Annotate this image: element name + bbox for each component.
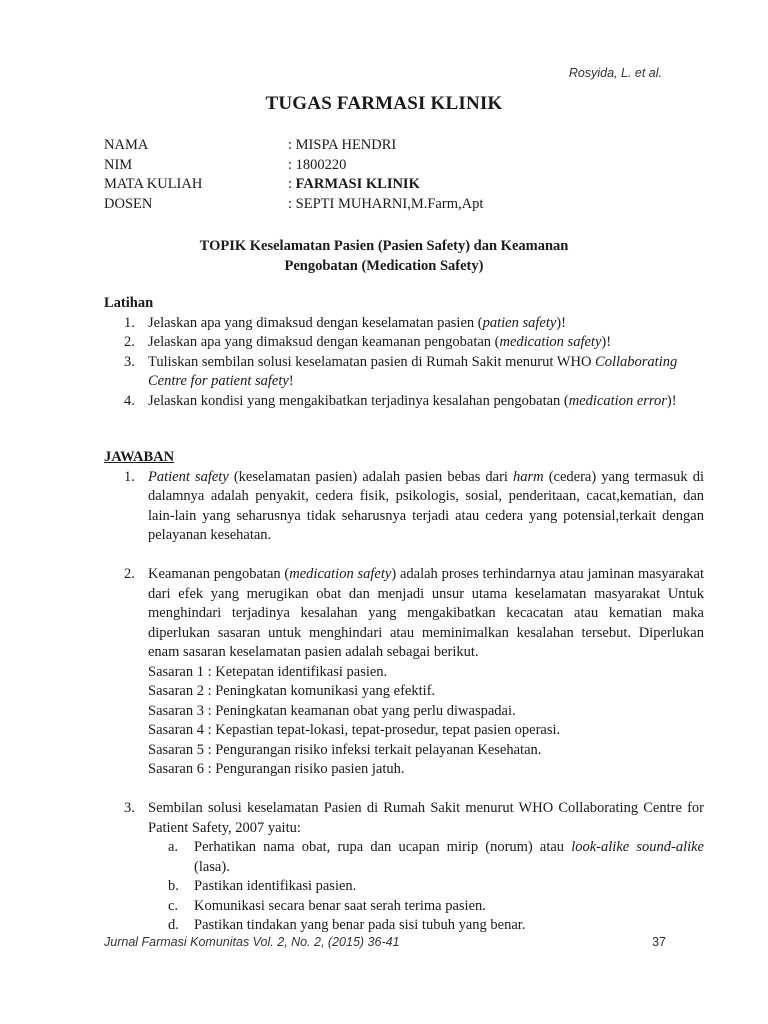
info-value: : FARMASI KLINIK <box>288 176 420 192</box>
list-item <box>104 565 704 780</box>
student-info <box>104 136 483 214</box>
list-item <box>148 916 704 936</box>
jawaban-list <box>104 468 704 546</box>
list-item <box>104 353 704 392</box>
item-number: 2. <box>124 566 135 582</box>
sasaran-line: Sasaran 2 : Peningkatan komunikasi yang efektif. <box>148 683 436 699</box>
item-text: Jelaskan apa yang dimaksud dengan keamanan pengobatan (medication safety)! <box>148 334 612 350</box>
sasaran-line: Sasaran 5 : Pengurangan risiko infeksi terkait pelayanan Kesehatan. <box>148 741 542 758</box>
spacer <box>104 546 704 566</box>
info-label: DOSEN <box>104 195 153 212</box>
info-row-dosen <box>104 195 483 215</box>
list-item <box>104 333 704 353</box>
running-head: Rosyida, L. et al. <box>568 66 662 80</box>
item-text: Jelaskan apa yang dimaksud dengan keselamatan pasien (patien safety)! <box>148 314 566 331</box>
info-label: MATA KULIAH <box>104 176 203 192</box>
item-number: 1. <box>124 468 135 485</box>
item-letter: d. <box>168 917 179 933</box>
list-item <box>148 838 704 877</box>
item-number: 3. <box>124 800 135 816</box>
topic-line-1: TOPIK Keselamatan Pasien (Pasien Safety) dan Keamanan <box>199 238 569 254</box>
jawaban-list <box>104 799 704 936</box>
page-number: 37 <box>652 935 666 949</box>
item-number: 3. <box>124 353 135 370</box>
item-number: 2. <box>124 334 135 350</box>
answer-3-text: Sembilan solusi keselamatan Pasien di Rumah Sakit menurut WHO Collaborating Centre for Patient Safety, 2007 yaitu: a. Perhatikan nama obat, rupa dan ucapan mirip (norum) atau look-alike sound-alike (lasa). b. Pastikan identifikasi pasien. c. Komunikasi secara benar saat serah terima pasien. d. Pastikan tindakan yang benar pada sisi tubuh yang benar. <box>148 799 704 936</box>
item-text: Komunikasi secara benar saat serah terima pasien. <box>194 897 486 914</box>
jawaban-list <box>104 565 704 780</box>
info-label: NIM <box>104 156 133 173</box>
page-title: TUGAS FARMASI KLINIK <box>265 93 503 114</box>
spacer <box>104 780 704 800</box>
sasaran-line: Sasaran 3 : Peningkatan keamanan obat yang perlu diwaspadai. <box>148 702 516 719</box>
topic-line-2: Pengobatan (Medication Safety) <box>284 258 484 274</box>
item-text: Pastikan tindakan yang benar pada sisi tubuh yang benar. <box>194 917 526 933</box>
answer-1-text: Patient safety (keselamatan pasien) adalah pasien bebas dari harm (cedera) yang termasuk di dalamnya adalah penyakit, cedera fisik, psikologis, sosial, penderitaan, cacat,kematian, dan lain-lain yang seharusnya tidak seharusnya terjadi atau cedera yang potensial,terkait dengan pelayanan kesehatan. <box>148 468 704 543</box>
info-value: : SEPTI MUHARNI,M.Farm,Apt <box>288 195 484 212</box>
list-item <box>104 314 704 334</box>
item-text: Perhatikan nama obat, rupa dan ucapan mirip (norum) atau look-alike sound-alike (lasa). <box>194 839 704 875</box>
topic-heading <box>0 236 768 276</box>
answer-2-text: Keamanan pengobatan (medication safety) adalah proses terhindarnya atau jaminan masyarakat dari efek yang merugikan obat dan menjadi unsur utama keselamatan masyarakat Untuk menghindari terjadinya kesalahan yang mengakibatkan kecacatan atau kematian maka diperlukan sasaran untuk menghindari atau meminimalkan kesalahan tersebut. Diperlukan enam sasaran keselamatan pasien adalah sebagai berikut. Sasaran 1 : Ketepatan identifikasi pasien. Sasaran 2 : Peningkatan komunikasi yang efektif. Sasaran 3 : Peningkatan keamanan obat yang perlu diwaspadai. Sasaran 4 : Kepastian tepat-lokasi, tepat-prosedur, tepat pasien operasi. Sasaran 5 : Pengurangan risiko infeksi terkait pelayanan Kesehatan. Sasaran 6 : Pengurangan risiko pasien jatuh. <box>148 565 704 780</box>
course-name: FARMASI KLINIK <box>295 176 420 192</box>
info-row-nim <box>104 156 483 176</box>
item-number: 4. <box>124 392 135 409</box>
sasaran-line: Sasaran 6 : Pengurangan risiko pasien jatuh. <box>148 761 405 777</box>
journal-footer: Jurnal Farmasi Komunitas Vol. 2, No. 2, (2015) 36-41 <box>104 935 400 949</box>
list-item <box>148 877 704 897</box>
list-item <box>148 897 704 917</box>
item-number: 1. <box>124 314 135 331</box>
sasaran-line: Sasaran 4 : Kepastian tepat-lokasi, tepat-prosedur, tepat pasien operasi. <box>148 722 561 738</box>
latihan-heading: Latihan <box>104 295 154 311</box>
list-item <box>104 468 704 546</box>
jawaban-section <box>104 448 704 936</box>
list-item <box>104 799 704 936</box>
jawaban-heading: JAWABAN <box>104 449 175 465</box>
item-text: Jelaskan kondisi yang mengakibatkan terjadinya kesalahan pengobatan (medication error)! <box>148 392 677 409</box>
solution-list <box>148 838 704 936</box>
info-value: : 1800220 <box>288 156 347 173</box>
sasaran-line: Sasaran 1 : Ketepatan identifikasi pasien. <box>148 663 388 680</box>
latihan-section <box>104 294 704 411</box>
info-row-mata-kuliah <box>104 175 483 195</box>
info-value: : MISPA HENDRI <box>288 137 397 153</box>
item-text: Pastikan identifikasi pasien. <box>194 878 357 894</box>
item-letter: a. <box>168 839 179 855</box>
item-letter: b. <box>168 878 179 894</box>
info-label: NAMA <box>104 137 149 153</box>
info-row-nama <box>104 136 483 156</box>
item-letter: c. <box>168 897 179 914</box>
latihan-list <box>104 314 704 412</box>
item-text: Tuliskan sembilan solusi keselamatan pasien di Rumah Sakit menurut WHO Collaborating Centre for patient safety! <box>148 353 678 389</box>
list-item <box>104 392 704 412</box>
